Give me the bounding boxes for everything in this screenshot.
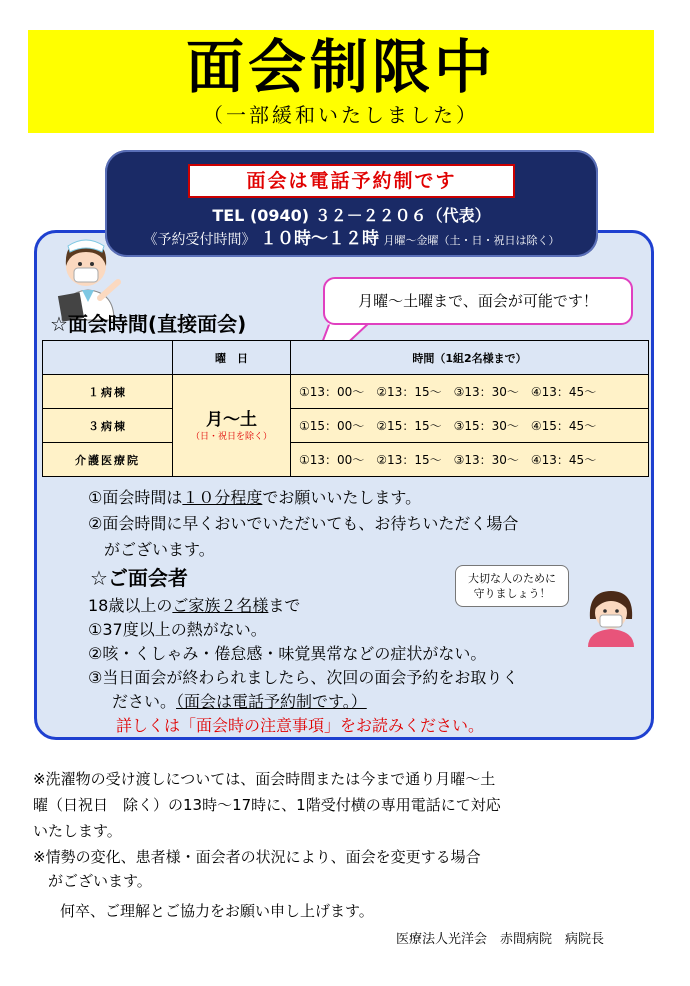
page-title: 面会制限中: [185, 33, 496, 101]
condition-fever: ①37度以上の熱がない。: [88, 620, 267, 639]
small-bubble-line1: 大切な人のために: [468, 572, 556, 585]
ward-name: 介護医療院: [43, 443, 173, 477]
table-row: [43, 443, 649, 477]
page-subtitle: （一部緩和いたしました）: [203, 103, 479, 127]
note-duration-post: でお願いいたします。: [262, 488, 422, 507]
ward-name: ３病棟: [43, 409, 173, 443]
laundry-note-line2: 曜（日祝日 除く）の13時～17時に、1階受付横の専用電話にて対応: [33, 796, 501, 814]
hours-label: 《予約受付時間》: [143, 232, 256, 248]
masked-person-icon: [582, 585, 640, 647]
note-early-arrival-line2: がございます。: [104, 540, 215, 559]
visitor-intro-post: まで: [268, 596, 301, 615]
laundry-note-line3: いたします。: [33, 822, 122, 840]
table-header-time: 時間（1組2名様まで）: [291, 341, 649, 375]
signature: 医療法人光洋会 赤間病院 病院長: [396, 932, 605, 947]
reservation-box: [105, 150, 598, 257]
table-row: [43, 409, 649, 443]
visitor-intro: [88, 594, 300, 618]
phone-number: TEL (0940) ３２－２２０６（代表）: [212, 206, 491, 225]
nurse-illustration-icon: [52, 232, 124, 322]
section-visit-hours-heading: ☆面会時間(直接面会): [50, 312, 247, 336]
change-note-line1: ※情勢の変化、患者様・面会者の状況により、面会を変更する場合: [33, 848, 481, 866]
note-duration-emph: １０分程度: [182, 488, 263, 507]
table-header-row: [43, 341, 649, 375]
day-main: 月～土: [206, 409, 257, 430]
visitor-intro-pre: 18歳以上の: [88, 596, 173, 615]
note-duration: [88, 486, 421, 510]
visitor-intro-emph: ご家族２名様: [172, 596, 269, 615]
table-header-ward: [43, 341, 173, 375]
time-slots: ①13：00～ ②13：15～ ③13：30～ ④13：45～: [291, 375, 649, 409]
hours-time: １０時～１２時: [260, 229, 379, 249]
condition-next-reservation-line2: [112, 690, 367, 714]
thanks-note: 何卒、ご理解とご協力をお願い申し上げます。: [60, 902, 374, 920]
next-reservation-pre: ださい。: [112, 692, 177, 711]
small-bubble: [455, 565, 569, 607]
condition-symptoms: ②咳・くしゃみ・倦怠感・味覚異常などの症状がない。: [88, 644, 487, 663]
title-banner: [28, 30, 654, 133]
day-cell: [173, 375, 291, 477]
table-row: [43, 375, 649, 409]
callout-bubble: 月曜～土曜まで、面会が可能です！: [323, 277, 633, 325]
table-header-day: 曜 日: [173, 341, 291, 375]
change-note-line2: がございます。: [48, 872, 152, 890]
time-slots: ①13：00～ ②13：15～ ③13：30～ ④13：45～: [291, 443, 649, 477]
hours-days: 月曜～金曜（土・日・祝日は除く）: [383, 234, 560, 247]
next-reservation-emph: （面会は電話予約制です。）: [176, 692, 367, 711]
day-note: （日・祝日を除く）: [190, 431, 272, 442]
section-visitors-heading: ☆ご面会者: [90, 566, 188, 590]
ward-name: １病棟: [43, 375, 173, 409]
reservation-hours: [105, 230, 598, 250]
reservation-banner: 面会は電話予約制です: [188, 164, 515, 198]
time-slots: ①15：00～ ②15：15～ ③15：30～ ④15：45～: [291, 409, 649, 443]
note-early-arrival-line1: ②面会時間に早くおいでいただいても、お待ちいただく場合: [88, 514, 519, 533]
details-notice: 詳しくは「面会時の注意事項」をお読みください。: [116, 716, 485, 735]
condition-next-reservation-line1: ③当日面会が終わられましたら、次回の面会予約をお取りく: [88, 668, 519, 687]
visiting-hours-table: [42, 340, 649, 477]
small-bubble-line2: 守りましょう！: [473, 587, 551, 600]
laundry-note-line1: ※洗濯物の受け渡しについては、面会時間または今まで通り月曜～土: [33, 770, 496, 788]
note-duration-pre: ①面会時間は: [88, 488, 183, 507]
